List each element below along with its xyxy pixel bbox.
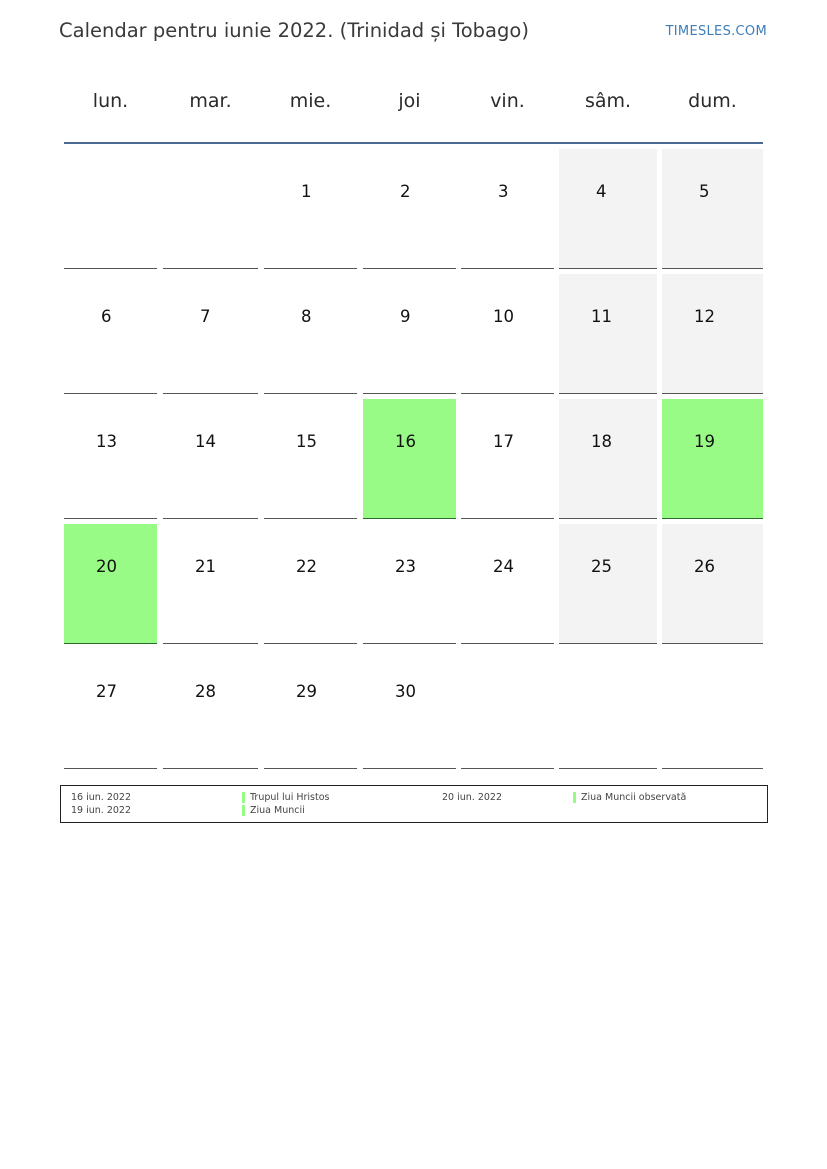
day-number: 17 bbox=[493, 432, 514, 451]
day-number: 28 bbox=[195, 682, 216, 701]
day-cell[interactable] bbox=[363, 399, 456, 519]
day-number: 8 bbox=[301, 307, 312, 326]
day-cell[interactable] bbox=[662, 149, 763, 269]
day-cell[interactable] bbox=[163, 524, 258, 644]
day-cell[interactable] bbox=[64, 649, 157, 769]
day-cell[interactable] bbox=[163, 649, 258, 769]
empty-day-cell bbox=[461, 649, 554, 769]
holiday-legend bbox=[60, 785, 768, 823]
day-cell[interactable] bbox=[363, 649, 456, 769]
legend-date: 16 iun. 2022 bbox=[71, 792, 132, 803]
day-cell[interactable] bbox=[559, 524, 657, 644]
day-number: 14 bbox=[195, 432, 216, 451]
day-number: 16 bbox=[395, 432, 416, 451]
day-number: 3 bbox=[498, 182, 509, 201]
day-cell[interactable] bbox=[163, 399, 258, 519]
day-cell[interactable] bbox=[264, 274, 357, 394]
day-number: 2 bbox=[400, 182, 411, 201]
day-number: 4 bbox=[596, 182, 607, 201]
header-divider bbox=[64, 142, 763, 144]
day-number: 21 bbox=[195, 557, 216, 576]
empty-day-cell bbox=[662, 649, 763, 769]
day-cell[interactable] bbox=[662, 399, 763, 519]
day-cell[interactable] bbox=[363, 524, 456, 644]
day-cell[interactable] bbox=[163, 274, 258, 394]
weekday-label: dum. bbox=[688, 90, 737, 112]
day-number: 25 bbox=[591, 557, 612, 576]
day-cell[interactable] bbox=[264, 149, 357, 269]
holiday-color-swatch bbox=[242, 792, 245, 803]
day-cell[interactable] bbox=[662, 524, 763, 644]
day-number: 1 bbox=[301, 182, 312, 201]
day-number: 27 bbox=[96, 682, 117, 701]
legend-date: 20 iun. 2022 bbox=[442, 792, 503, 803]
day-cell[interactable] bbox=[264, 524, 357, 644]
day-cell[interactable] bbox=[363, 274, 456, 394]
empty-day-cell bbox=[64, 149, 157, 269]
legend-holiday-name: Ziua Muncii observată bbox=[581, 792, 687, 803]
weekday-label: mar. bbox=[189, 90, 232, 112]
day-cell[interactable] bbox=[559, 399, 657, 519]
weekday-label: sâm. bbox=[584, 90, 632, 112]
empty-day-cell bbox=[559, 649, 657, 769]
weekday-label: lun. bbox=[92, 90, 129, 112]
day-cell[interactable] bbox=[64, 399, 157, 519]
day-number: 5 bbox=[699, 182, 710, 201]
day-number: 6 bbox=[101, 307, 112, 326]
day-number: 9 bbox=[400, 307, 411, 326]
legend-date: 19 iun. 2022 bbox=[71, 805, 132, 816]
weekday-label: joi bbox=[398, 90, 421, 112]
day-cell[interactable] bbox=[461, 524, 554, 644]
day-number: 30 bbox=[395, 682, 416, 701]
legend-holiday-name: Ziua Muncii bbox=[250, 805, 305, 816]
day-number: 7 bbox=[200, 307, 211, 326]
brand-logo-text[interactable]: TIMESLES.COM bbox=[665, 24, 767, 39]
day-number: 11 bbox=[591, 307, 612, 326]
day-number: 12 bbox=[694, 307, 715, 326]
day-cell[interactable] bbox=[264, 649, 357, 769]
page-title: Calendar pentru iunie 2022. (Trinidad și Tobago) bbox=[59, 19, 529, 42]
day-number: 29 bbox=[296, 682, 317, 701]
day-cell[interactable] bbox=[559, 274, 657, 394]
day-cell[interactable] bbox=[264, 399, 357, 519]
day-number: 23 bbox=[395, 557, 416, 576]
day-cell[interactable] bbox=[461, 149, 554, 269]
day-number: 15 bbox=[296, 432, 317, 451]
day-number: 20 bbox=[96, 557, 117, 576]
day-cell[interactable] bbox=[559, 149, 657, 269]
day-cell[interactable] bbox=[64, 524, 157, 644]
day-number: 10 bbox=[493, 307, 514, 326]
weekday-label: vin. bbox=[490, 90, 525, 112]
day-cell[interactable] bbox=[662, 274, 763, 394]
day-number: 13 bbox=[96, 432, 117, 451]
day-number: 19 bbox=[694, 432, 715, 451]
holiday-color-swatch bbox=[573, 792, 576, 803]
empty-day-cell bbox=[163, 149, 258, 269]
day-number: 26 bbox=[694, 557, 715, 576]
day-cell[interactable] bbox=[64, 274, 157, 394]
day-number: 24 bbox=[493, 557, 514, 576]
day-cell[interactable] bbox=[461, 399, 554, 519]
day-number: 22 bbox=[296, 557, 317, 576]
holiday-color-swatch bbox=[242, 805, 245, 816]
day-cell[interactable] bbox=[461, 274, 554, 394]
day-number: 18 bbox=[591, 432, 612, 451]
weekday-label: mie. bbox=[289, 90, 332, 112]
legend-holiday-name: Trupul lui Hristos bbox=[250, 792, 330, 803]
day-cell[interactable] bbox=[363, 149, 456, 269]
weekday-header bbox=[0, 90, 827, 120]
